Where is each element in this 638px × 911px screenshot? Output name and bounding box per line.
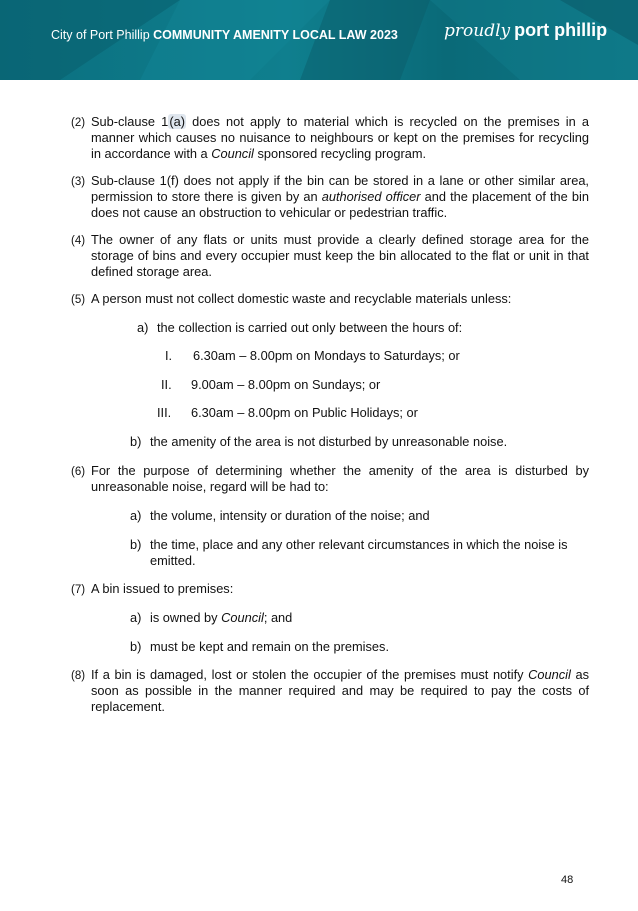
document-title	[51, 28, 398, 42]
subclause-label: b)	[130, 434, 142, 449]
text-run: Sub-clause 1	[91, 114, 169, 129]
text-run: If a bin is damaged, lost or stolen the occupier of the premises must notify	[91, 667, 529, 682]
defined-term: authorised officer	[321, 189, 421, 204]
clause-number: (3)	[71, 176, 86, 188]
clause-number: (8)	[71, 670, 86, 682]
org-name: City of Port Phillip	[51, 28, 150, 42]
clause-5	[71, 291, 589, 307]
subclause-label: a)	[130, 508, 142, 523]
text-run: ; and	[263, 610, 293, 625]
text-run: does not apply to material which is recycled on the premises in a manner which causes no nuisance to neighbours or kept on the premises for recycling in accordance with a	[91, 114, 589, 161]
council-logo	[444, 20, 607, 41]
subclause-text	[150, 610, 292, 626]
clause-text: A bin issued to premises:	[91, 581, 234, 596]
text-run: and the placement of the bin does not cause an obstruction to vehicular or pedestrian traffic.	[91, 189, 589, 220]
subclause-label: b)	[130, 639, 142, 654]
defined-term: Council	[211, 146, 254, 161]
clause-number: (2)	[71, 117, 86, 129]
subclause-label: a)	[130, 610, 142, 625]
subclause-text: the collection is carried out only between the hours of:	[157, 320, 463, 335]
item-label: I.	[165, 348, 173, 363]
clause-number: (7)	[71, 584, 86, 596]
text-run: sponsored recycling program.	[253, 146, 427, 161]
logo-brand: port phillip	[514, 20, 608, 40]
clause-number: (5)	[71, 294, 86, 306]
page-number: 48	[561, 874, 574, 886]
clause-3	[71, 173, 589, 221]
text-run: Sub-clause 1(f) does not apply if the bin can be stored in a lane or other similar area, permission to store there is given by an	[91, 173, 589, 204]
clause-text: For the purpose of determining whether the amenity of the area is disturbed by unreasonable noise, regard will be had to:	[91, 463, 589, 494]
clause-4	[71, 232, 589, 280]
clause-number: (6)	[71, 466, 86, 478]
subclause-label: a)	[137, 320, 149, 335]
clause-7	[71, 581, 589, 597]
clause-6	[71, 463, 589, 495]
highlighted-text: (a)	[169, 114, 185, 129]
item-label: II.	[161, 377, 172, 392]
subclause-text: must be kept and remain on the premises.	[150, 639, 389, 654]
subclause-text: the amenity of the area is not disturbed by unreasonable noise.	[150, 434, 508, 449]
item-label: III.	[157, 405, 172, 420]
defined-term: Council	[221, 610, 264, 625]
law-title: COMMUNITY AMENITY LOCAL LAW 2023	[153, 28, 398, 42]
subclause-text: the time, place and any other relevant circumstances in which the noise is emitted.	[150, 537, 568, 568]
subclause-text: the volume, intensity or duration of the noise; and	[150, 508, 430, 523]
text-run: as soon as possible in the manner required and may be required to pay the costs of replacement.	[91, 667, 589, 714]
clause-2	[71, 114, 589, 162]
defined-term: Council	[528, 667, 571, 682]
clause-text: A person must not collect domestic waste and recyclable materials unless:	[91, 291, 512, 306]
clause-text	[91, 667, 589, 715]
logo-script: proudly	[444, 21, 511, 41]
clause-number: (4)	[71, 235, 86, 247]
header-banner	[0, 0, 638, 80]
clause-text	[91, 114, 589, 162]
text-run: is owned by	[150, 610, 222, 625]
clause-text	[91, 173, 589, 221]
clause-text: The owner of any flats or units must provide a clearly defined storage area for the storage of bins and every occupier must keep the bin allocated to the flat or unit in that defined storage area.	[91, 232, 589, 279]
clause-8	[71, 667, 589, 715]
subclause-label: b)	[130, 537, 142, 552]
item-text: 9.00am – 8.00pm on Sundays; or	[191, 377, 381, 392]
item-text: 6.30am – 8.00pm on Public Holidays; or	[191, 405, 418, 420]
item-text: 6.30am – 8.00pm on Mondays to Saturdays; or	[193, 348, 460, 363]
